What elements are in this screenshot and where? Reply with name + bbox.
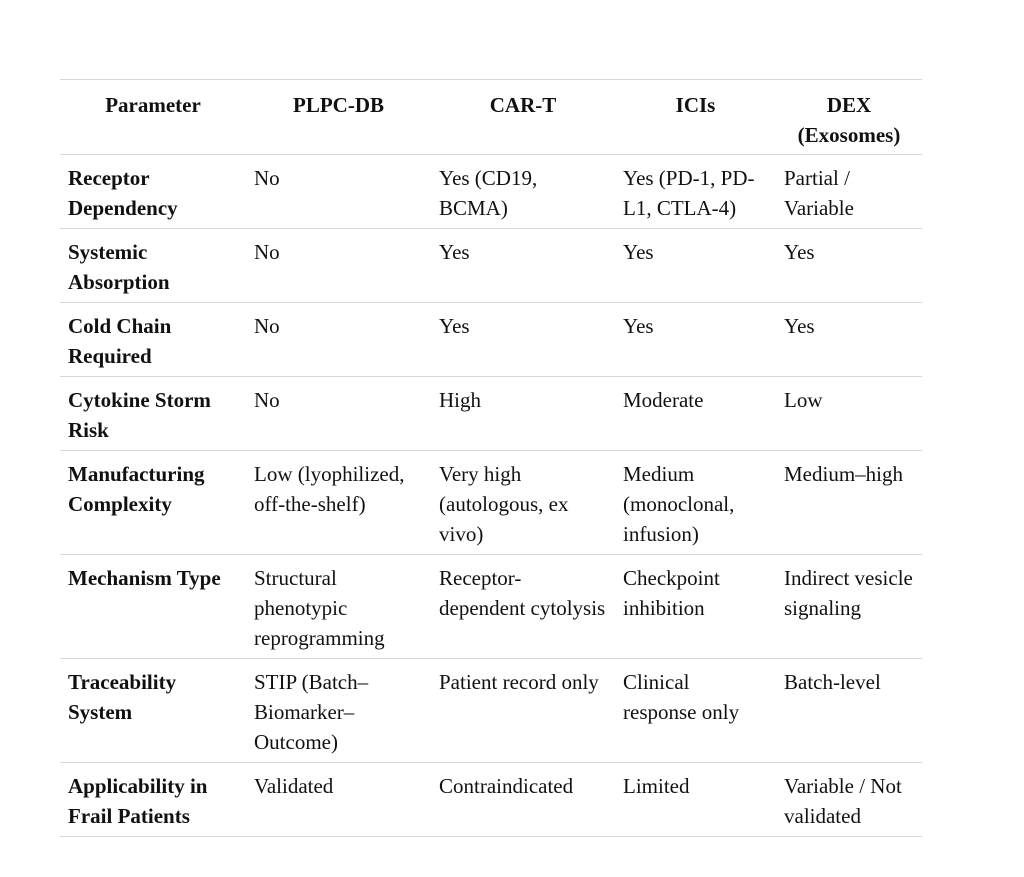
row-parameter: Mechanism Type — [68, 566, 221, 590]
table-row — [60, 155, 922, 229]
cell-car-t: Yes — [439, 240, 470, 264]
cell-icis: Limited — [623, 774, 690, 798]
cell-dex: Indirect vesicle signaling — [784, 566, 913, 620]
comparison-table — [60, 79, 922, 837]
cell-icis: Yes (PD-1, PD-L1, CTLA-4) — [623, 166, 755, 220]
cell-icis: Yes — [623, 314, 654, 338]
row-parameter: Applicability in Frail Patients — [68, 774, 208, 828]
cell-dex: Low — [784, 388, 823, 412]
row-parameter: Receptor Dependency — [68, 166, 178, 220]
header-icis: ICIs — [675, 93, 716, 117]
cell-plpc-db: Structural phenotypic reprogramming — [254, 566, 385, 650]
cell-icis: Clinical response only — [623, 670, 740, 724]
table-row — [60, 763, 922, 837]
header-row — [60, 80, 922, 155]
row-parameter: Traceability System — [68, 670, 177, 724]
cell-plpc-db: No — [254, 314, 280, 338]
cell-car-t: Yes (CD19, BCMA) — [439, 166, 538, 220]
cell-plpc-db: No — [254, 240, 280, 264]
cell-icis: Moderate — [623, 388, 704, 412]
cell-dex: Variable / Not validated — [784, 774, 902, 828]
cell-dex: Partial / Variable — [784, 166, 854, 220]
row-parameter: Cytokine Storm Risk — [68, 388, 211, 442]
header-plpc-db: PLPC-DB — [293, 93, 384, 117]
cell-icis: Checkpoint inhibition — [623, 566, 720, 620]
cell-plpc-db: No — [254, 388, 280, 412]
cell-car-t: High — [439, 388, 481, 412]
cell-dex: Batch-level — [784, 670, 881, 694]
table-row — [60, 555, 922, 659]
cell-plpc-db: STIP (Batch–Biomarker–Outcome) — [254, 670, 369, 754]
header-car-t: CAR-T — [489, 93, 557, 117]
table-row — [60, 451, 922, 555]
cell-plpc-db: Validated — [254, 774, 334, 798]
cell-icis: Yes — [623, 240, 654, 264]
row-parameter: Systemic Absorption — [68, 240, 170, 294]
cell-car-t: Patient record only — [439, 670, 599, 694]
cell-dex: Yes — [784, 314, 815, 338]
cell-car-t: Contraindicated — [439, 774, 574, 798]
table-row — [60, 303, 922, 377]
row-parameter: Manufacturing Complexity — [68, 462, 205, 516]
cell-icis: Medium (monoclonal, infusion) — [623, 462, 735, 546]
cell-dex: Medium–high — [784, 462, 903, 486]
cell-car-t: Very high (autologous, ex vivo) — [439, 462, 569, 546]
cell-dex: Yes — [784, 240, 815, 264]
table-row — [60, 229, 922, 303]
cell-plpc-db: Low (lyophilized, off-the-shelf) — [254, 462, 405, 516]
cell-car-t: Yes — [439, 314, 470, 338]
header-dex: DEX (Exosomes) — [797, 93, 901, 147]
cell-car-t: Receptor-dependent cytolysis — [439, 566, 606, 620]
row-parameter: Cold Chain Required — [68, 314, 172, 368]
cell-plpc-db: No — [254, 166, 280, 190]
header-parameter: Parameter — [105, 93, 201, 117]
table-row — [60, 377, 922, 451]
table-row — [60, 659, 922, 763]
